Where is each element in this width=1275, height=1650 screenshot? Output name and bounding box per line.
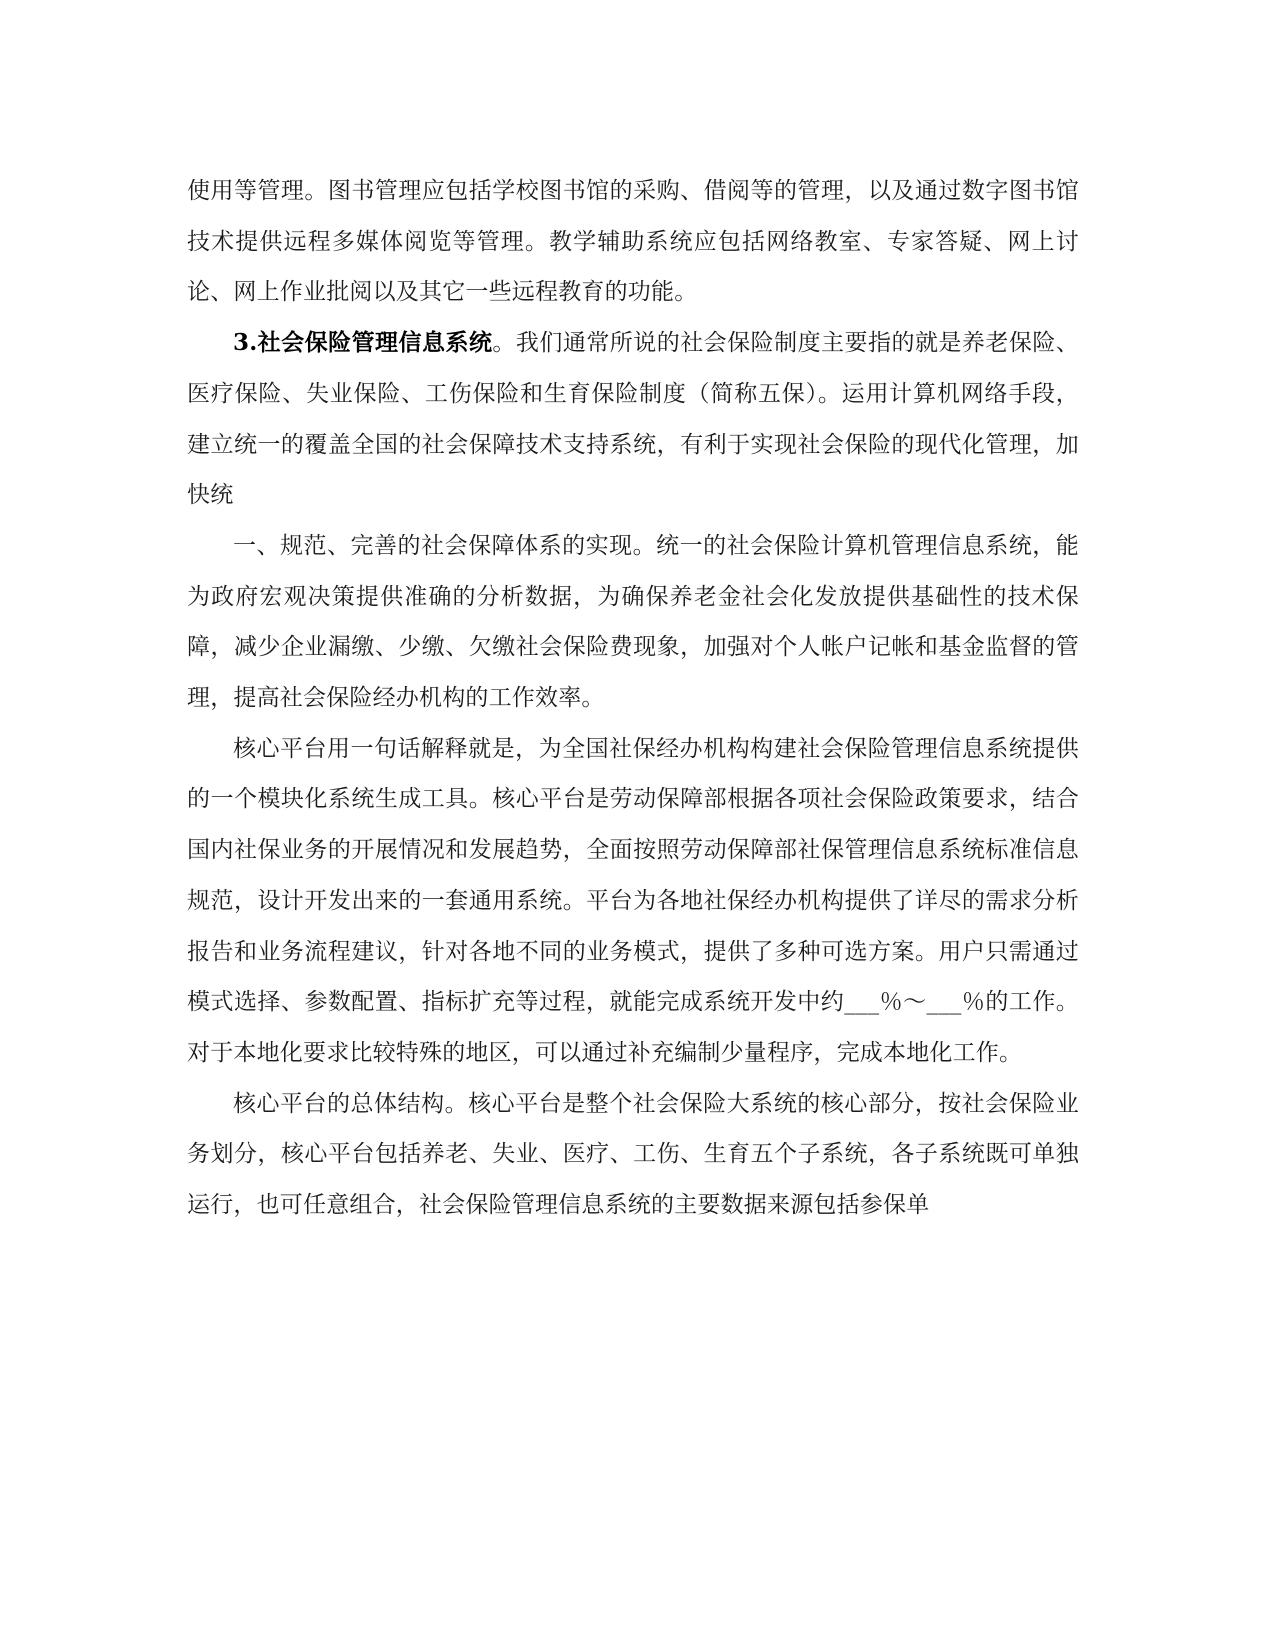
paragraph-social-insurance-text: 。我们通常所说的社会保险制度主要指的就是养老保险、医疗保险、失业保险、工伤保险和生育保险制度（简称五保）。运用计算机网络手段，建立统一的覆盖全国的社会保障技术支持系统，有利于实现社会保险的现代化管理，加快统 xyxy=(187,330,1079,509)
section-heading-social-insurance: 3.社会保险管理信息系统 xyxy=(233,329,493,357)
document-body xyxy=(187,166,1079,1231)
paragraph-unified-system: 一、规范、完善的社会保障体系的实现。统一的社会保险计算机管理信息系统，能为政府宏观决策提供准确的分析数据，为确保养老金社会化发放提供基础性的技术保障，减少企业漏缴、少缴、欠缴社会保险费现象，加强对个人帐户记帐和基金监督的管理，提高社会保险经办机构的工作效率。 xyxy=(187,532,1079,712)
paragraph-core-platform: 核心平台用一句话解释就是，为全国社保经办机构构建社会保险管理信息系统提供的一个模块化系统生成工具。核心平台是劳动保障部根据各项社会保险政策要求，结合国内社保业务的开展情况和发展趋势，全面按照劳动保障部社保管理信息系统标准信息规范，设计开发出来的一套通用系统。平台为各地社保经办机构提供了详尽的需求分析报告和业务流程建议，针对各地不同的业务模式，提供了多种可选方案。用户只需通过模式选择、参数配置、指标扩充等过程，就能完成系统开发中约___％～___％的工作。对于本地化要求比较特殊的地区，可以通过补充编制少量程序，完成本地化工作。 xyxy=(187,735,1079,1066)
paragraph-school-management: 使用等管理。图书管理应包括学校图书馆的采购、借阅等的管理，以及通过数字图书馆技术提供远程多媒体阅览等管理。教学辅助系统应包括网络教室、专家答疑、网上讨论、网上作业批阅以及其它一些远程教育的功能。 xyxy=(187,178,1079,306)
paragraph-core-platform-structure: 核心平台的总体结构。核心平台是整个社会保险大系统的核心部分，按社会保险业务划分，核心平台包括养老、失业、医疗、工伤、生育五个子系统，各子系统既可单独运行，也可任意组合，社会保险管理信息系统的主要数据来源包括参保单 xyxy=(187,1090,1079,1219)
paragraph-social-insurance-intro xyxy=(187,318,1079,521)
